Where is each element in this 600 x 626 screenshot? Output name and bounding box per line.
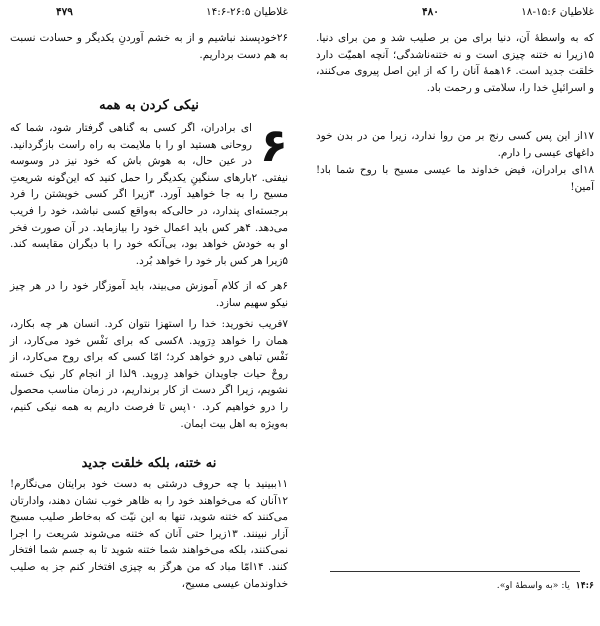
footnote-divider	[330, 571, 580, 572]
left-page	[6, 0, 292, 626]
footnote-text: یا: «به واسطهٔ او».	[496, 580, 570, 591]
heading-new-creation: نه ختنه، بلکه خلقت جدید	[81, 456, 217, 471]
verse-17: ۱۷از این پس کسی رنج بر من روا ندارد، زیرا من در بدن خود داغهای عیسی را دارم.	[316, 130, 594, 159]
right-page	[312, 0, 598, 626]
left-page-header	[6, 4, 292, 22]
footnote-reference: ۱۴:۶	[575, 580, 594, 591]
section-doing-good	[10, 120, 288, 269]
verse-6: ۶هر که از کلام آموزش می‌بیند، باید آموزگار خود را در هر چیز نیکو سهیم سازد.	[10, 280, 288, 309]
right-page-header	[312, 4, 598, 22]
verses-1-5: ای برادران، اگر کسی به گناهی گرفتار شود، شما که روحانی هستید او را با ملایمت به راه راست بازگردانید. در عین حال، به هوش باش که خود نیز در وسوسه نیفتی. ۲بارهای سنگینِ یکدیگر را حمل کنید که این‌گونه شریعتِ مسیح را به جا خواهید آورد. ۳زیرا اگر کسی خویشتن را فرد برجسته‌ای پندارد، در حالی‌که به‌واقع کسی نباشد، خود را فریب می‌دهد. ۴هر کس باید اعمال خود را بیازماید. در آن صورت فخر او به خودش خواهد بود، بی‌آنکه خود را با دیگران مقایسه کند. ۵زیرا هر کس بار خود را خواهد بُرد.	[10, 122, 288, 267]
right-header-reference: غلاطیان ۱۵:۶-۱۸	[521, 6, 594, 18]
heading-doing-good: نیکی کردن به همه	[99, 98, 199, 113]
verses-7-10: ۷فریب نخورید: خدا را استهزا نتوان کرد. انسان هر چه بکارد، همان را خواهد دِرَوید. ۸کسی که برای نَفْس خود می‌کارد، از نَفْس تباهی درو خواهد کرد؛ امّا کسی که برای روح می‌کارد، از روحْ حیات جاویدان خواهد دِروید. ۹لذا از انجام کار نیک خسته نشویم، زیرا اگر دست از کار برنداریم، در زمان مناسب محصول را درو خواهیم کرد. ۱۰پس تا فرصت داریم به همه نیکی کنیم، به‌ویژه به اهل بیت ایمان.	[10, 318, 288, 430]
left-page-number: ۴۷۹	[56, 6, 73, 18]
left-header-reference: غلاطیان ۲۶:۵-۱۴:۶	[205, 6, 288, 18]
chapter-number: ۶	[259, 118, 288, 172]
verses-11-14: ۱۱ببینید با چه حروف درشتی به دست خود برایتان می‌نگارم! ۱۲آنان که می‌خواهند خود را به ظاهر خوب نشان دهند، وادارتان می‌کنند که ختنه شوید، تنها به این نیّت که به‌خاطر صلیب مسیح آزار نبینند. ۱۳زیرا حتی آنان که ختنه می‌شوند شریعت را اجرا نمی‌کنند، بلکه می‌خواهند شما ختنه شوید تا به جسم شما افتخار کنند. ۱۴امّا مباد که من هرگز به چیزی افتخار کنم جز به صلیب خداوندمان عیسی مسیح،	[10, 478, 288, 590]
verse-18: ۱۸ای برادران، فیض خداوند ما عیسی مسیح با روح شما باد! آمین!	[316, 164, 594, 193]
verses-14-16: که به واسطهٔ آن، دنیا برای من بر صلیب شد و من برای دنیا. ۱۵زیرا نه ختنه چیزی است و نه ختنه‌ناشدگی؛ آنچه اهمیّت دارد خلقت جدید است. ۱۶همهٔ آنان را که از این اصل پیروی می‌کنند، و اسرائیلِ خدا را، سلامتی و رحمت باد.	[316, 32, 594, 94]
footnote	[316, 580, 594, 591]
right-page-number: ۴۸۰	[422, 6, 439, 18]
intro-paragraph: ۲۶خودپسند نباشیم و از به خشم آوردنِ یکدیگر و حسادت نسبت به هم دست برداریم.	[10, 32, 288, 61]
